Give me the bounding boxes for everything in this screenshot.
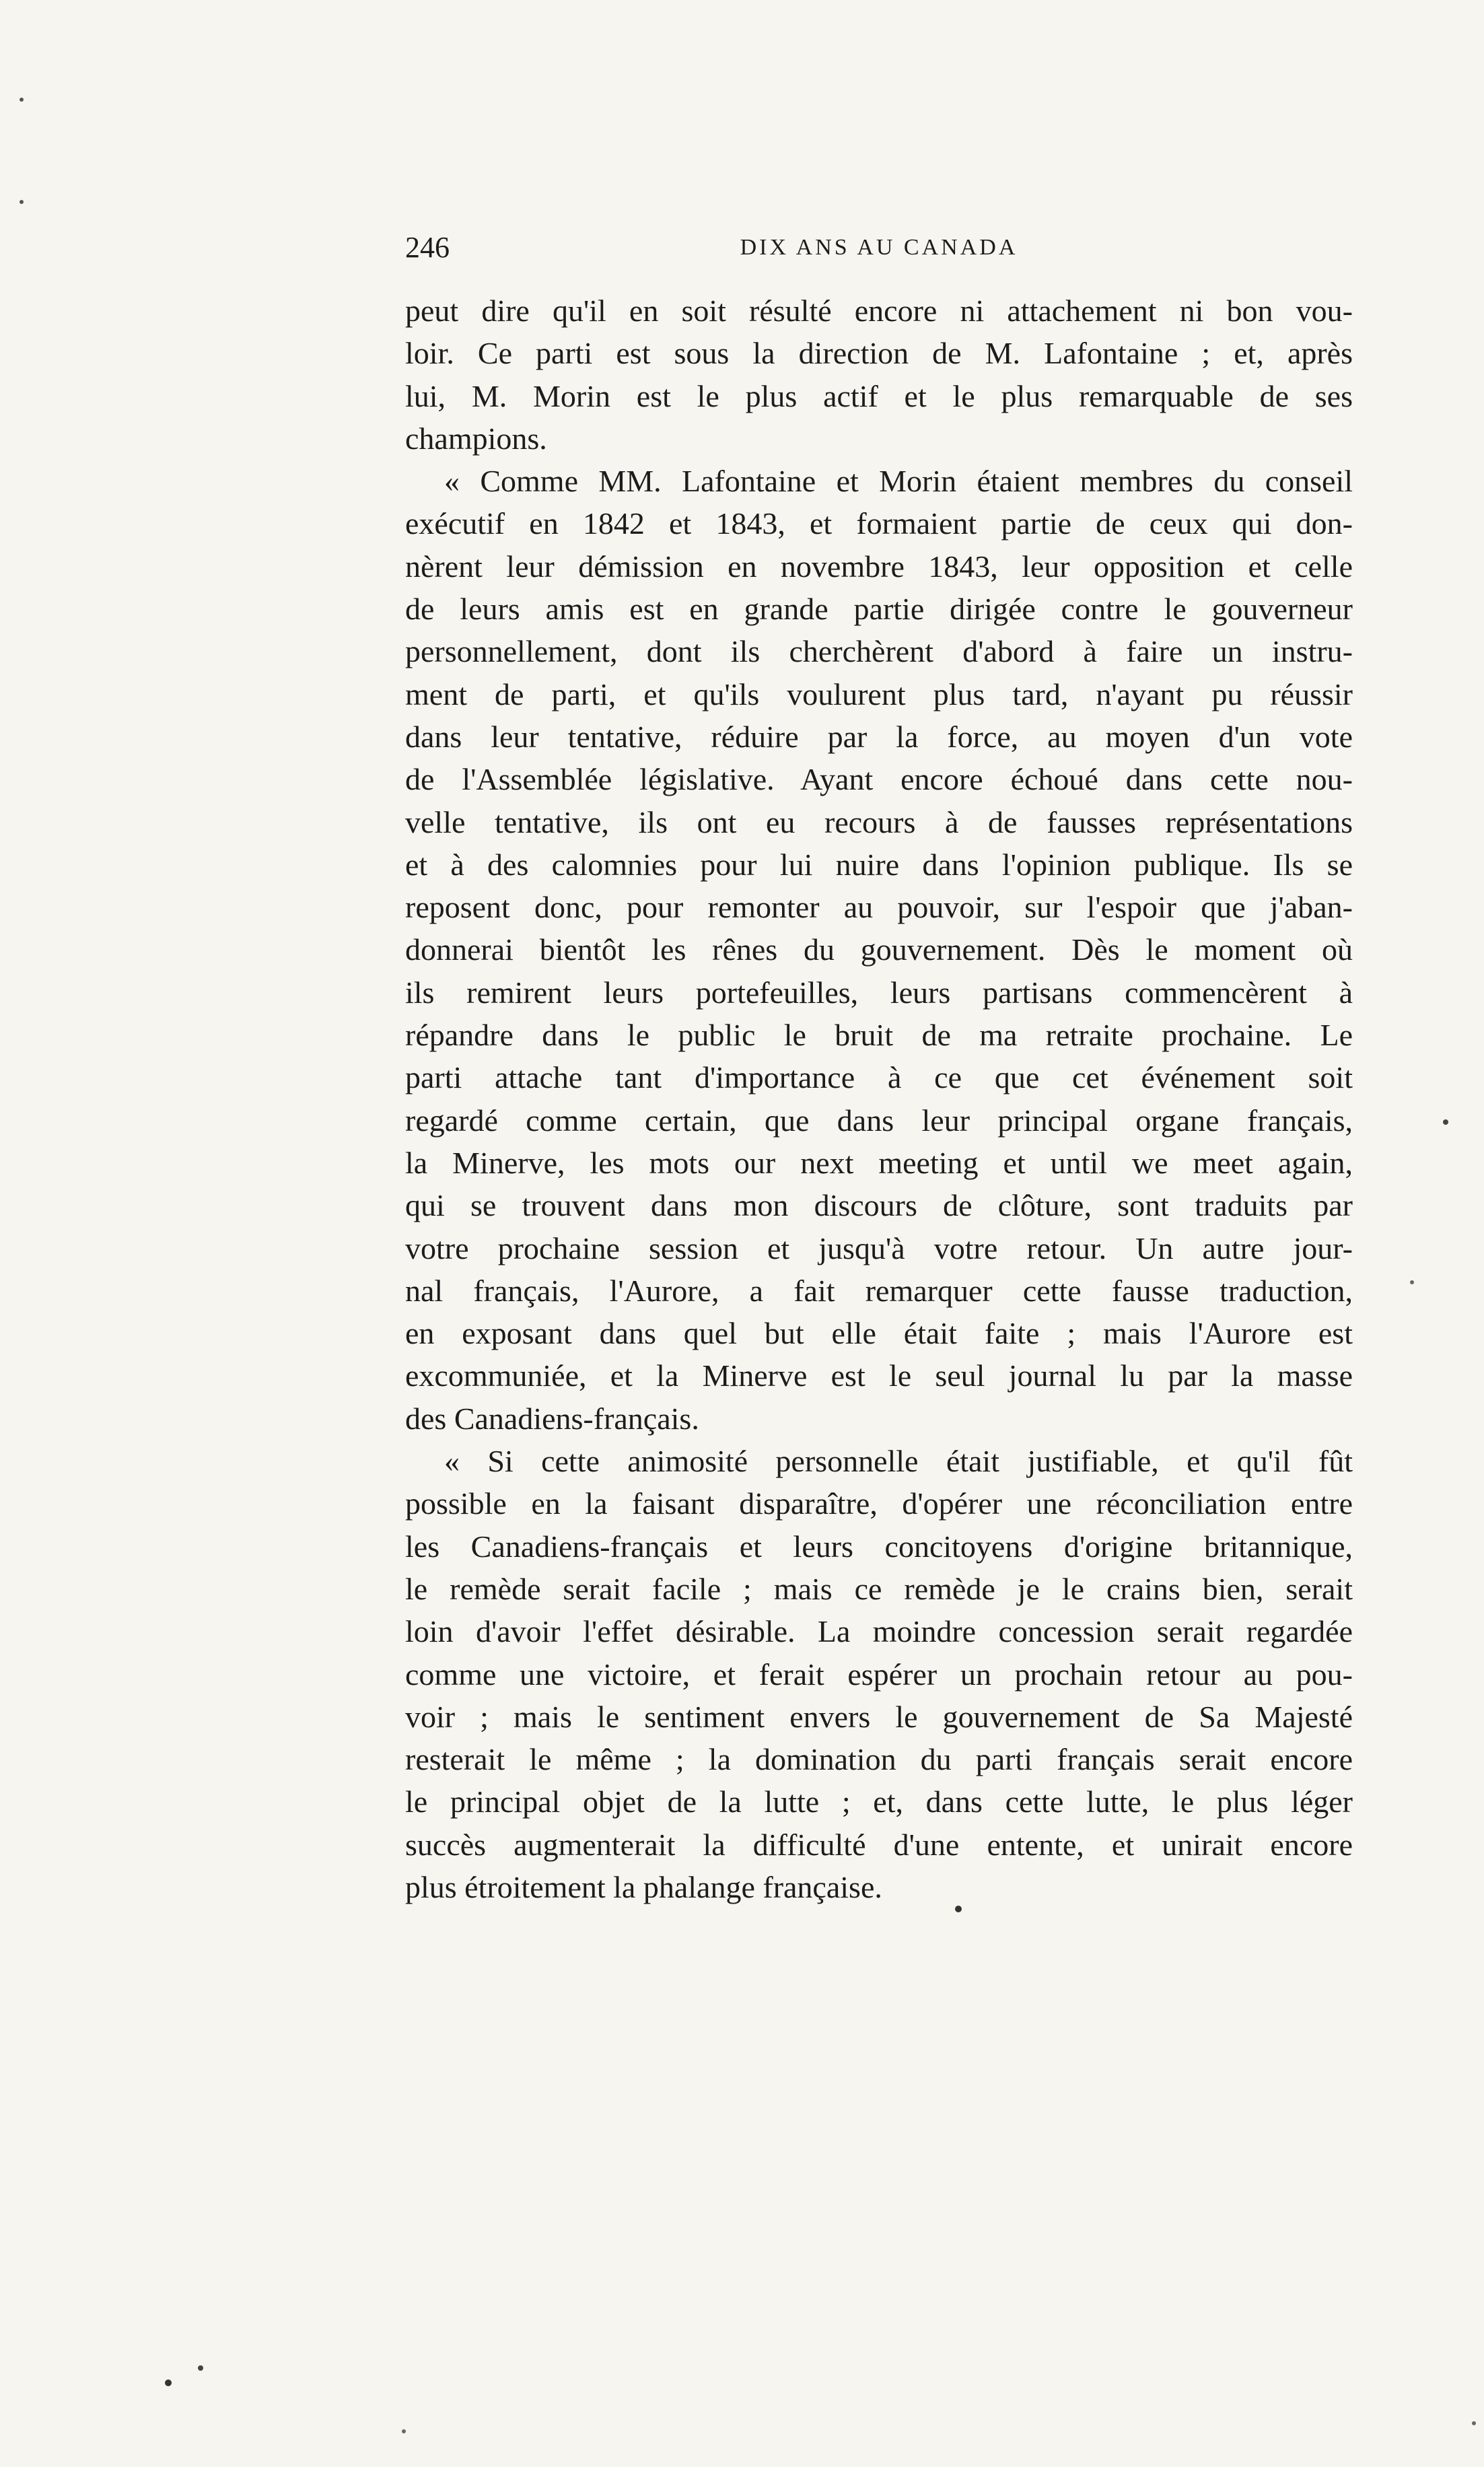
text-line: donnerai bientôt les rênes du gouvernement. Dès le moment où xyxy=(405,932,1353,967)
text-line: loir. Ce parti est sous la direction de M. Lafontaine ; et, après xyxy=(405,336,1353,371)
text-line: exécutif en 1842 et 1843, et formaient partie de ceux qui don- xyxy=(405,506,1353,541)
speck xyxy=(20,200,24,204)
text-line: voir ; mais le sentiment envers le gouvernement de Sa Majesté xyxy=(405,1699,1353,1734)
text-line: comme une victoire, et ferait espérer un prochain retour au pou- xyxy=(405,1657,1353,1692)
speck xyxy=(20,98,24,102)
text-line: lui, M. Morin est le plus actif et le plus remarquable de ses xyxy=(405,378,1353,413)
speck xyxy=(1472,2421,1476,2425)
text-line: et à des calomnies pour lui nuire dans l'opinion publique. Ils se xyxy=(405,847,1353,882)
text-line: de leurs amis est en grande partie dirigée contre le gouverneur xyxy=(405,592,1353,627)
text-line: ment de parti, et qu'ils voulurent plus tard, n'ayant pu réussir xyxy=(405,676,1353,711)
text-line: peut dire qu'il en soit résulté encore ni attachement ni bon vou- xyxy=(405,293,1353,328)
speck xyxy=(402,2429,406,2433)
text-line: plus étroitement la phalange française. xyxy=(405,1869,882,1904)
speck xyxy=(165,2379,172,2386)
speck xyxy=(1410,1280,1414,1284)
text-line: excommuniée, et la Minerve est le seul journal lu par la masse xyxy=(405,1358,1353,1393)
running-title: DIX ANS AU CANADA xyxy=(740,235,1018,260)
text-line: ils remirent leurs portefeuilles, leurs partisans commencèrent à xyxy=(405,975,1353,1010)
speck xyxy=(1443,1119,1448,1125)
text-line: la Minerve, les mots our next meeting et until we meet again, xyxy=(405,1145,1353,1180)
text-line: « Comme MM. Lafontaine et Morin étaient membres du conseil xyxy=(444,464,1353,499)
text-line: succès augmenterait la difficulté d'une entente, et unirait encore xyxy=(405,1827,1353,1862)
page-number: 246 xyxy=(405,231,450,264)
text-line: velle tentative, ils ont eu recours à de fausses représentations xyxy=(405,804,1353,839)
text-line: personnellement, dont ils cherchèrent d'abord à faire un instru- xyxy=(405,634,1353,669)
text-line: de l'Assemblée législative. Ayant encore échoué dans cette nou- xyxy=(405,762,1353,797)
text-line: loin d'avoir l'effet désirable. La moindre concession serait regardée xyxy=(405,1614,1353,1649)
text-line: reposent donc, pour remonter au pouvoir, sur l'espoir que j'aban- xyxy=(405,890,1353,925)
text-line: resterait le même ; la domination du parti français serait encore xyxy=(405,1742,1353,1777)
text-line: nal français, l'Aurore, a fait remarquer cette fausse traduction, xyxy=(405,1273,1353,1308)
text-line: possible en la faisant disparaître, d'opérer une réconciliation entre xyxy=(405,1486,1353,1521)
text-line: le remède serait facile ; mais ce remède je le crains bien, serait xyxy=(405,1571,1353,1606)
text-line: en exposant dans quel but elle était faite ; mais l'Aurore est xyxy=(405,1316,1353,1351)
text-line: dans leur tentative, réduire par la force, au moyen d'un vote xyxy=(405,719,1353,754)
text-line: les Canadiens-français et leurs concitoyens d'origine britannique, xyxy=(405,1529,1353,1564)
speck xyxy=(198,2365,203,2371)
text-line: « Si cette animosité personnelle était justifiable, et qu'il fût xyxy=(444,1444,1353,1479)
text-line: parti attache tant d'importance à ce que cet événement soit xyxy=(405,1060,1353,1095)
text-line: le principal objet de la lutte ; et, dans cette lutte, le plus léger xyxy=(405,1784,1353,1819)
text-line: votre prochaine session et jusqu'à votre retour. Un autre jour- xyxy=(405,1230,1353,1265)
text-line: champions. xyxy=(405,421,547,456)
speck xyxy=(955,1906,962,1912)
text-line: des Canadiens-français. xyxy=(405,1401,699,1436)
text-line: regardé comme certain, que dans leur principal organe français, xyxy=(405,1103,1353,1138)
text-line: répandre dans le public le bruit de ma retraite prochaine. Le xyxy=(405,1018,1353,1053)
text-line: qui se trouvent dans mon discours de clôture, sont traduits par xyxy=(405,1188,1353,1223)
text-line: nèrent leur démission en novembre 1843, leur opposition et celle xyxy=(405,549,1353,584)
